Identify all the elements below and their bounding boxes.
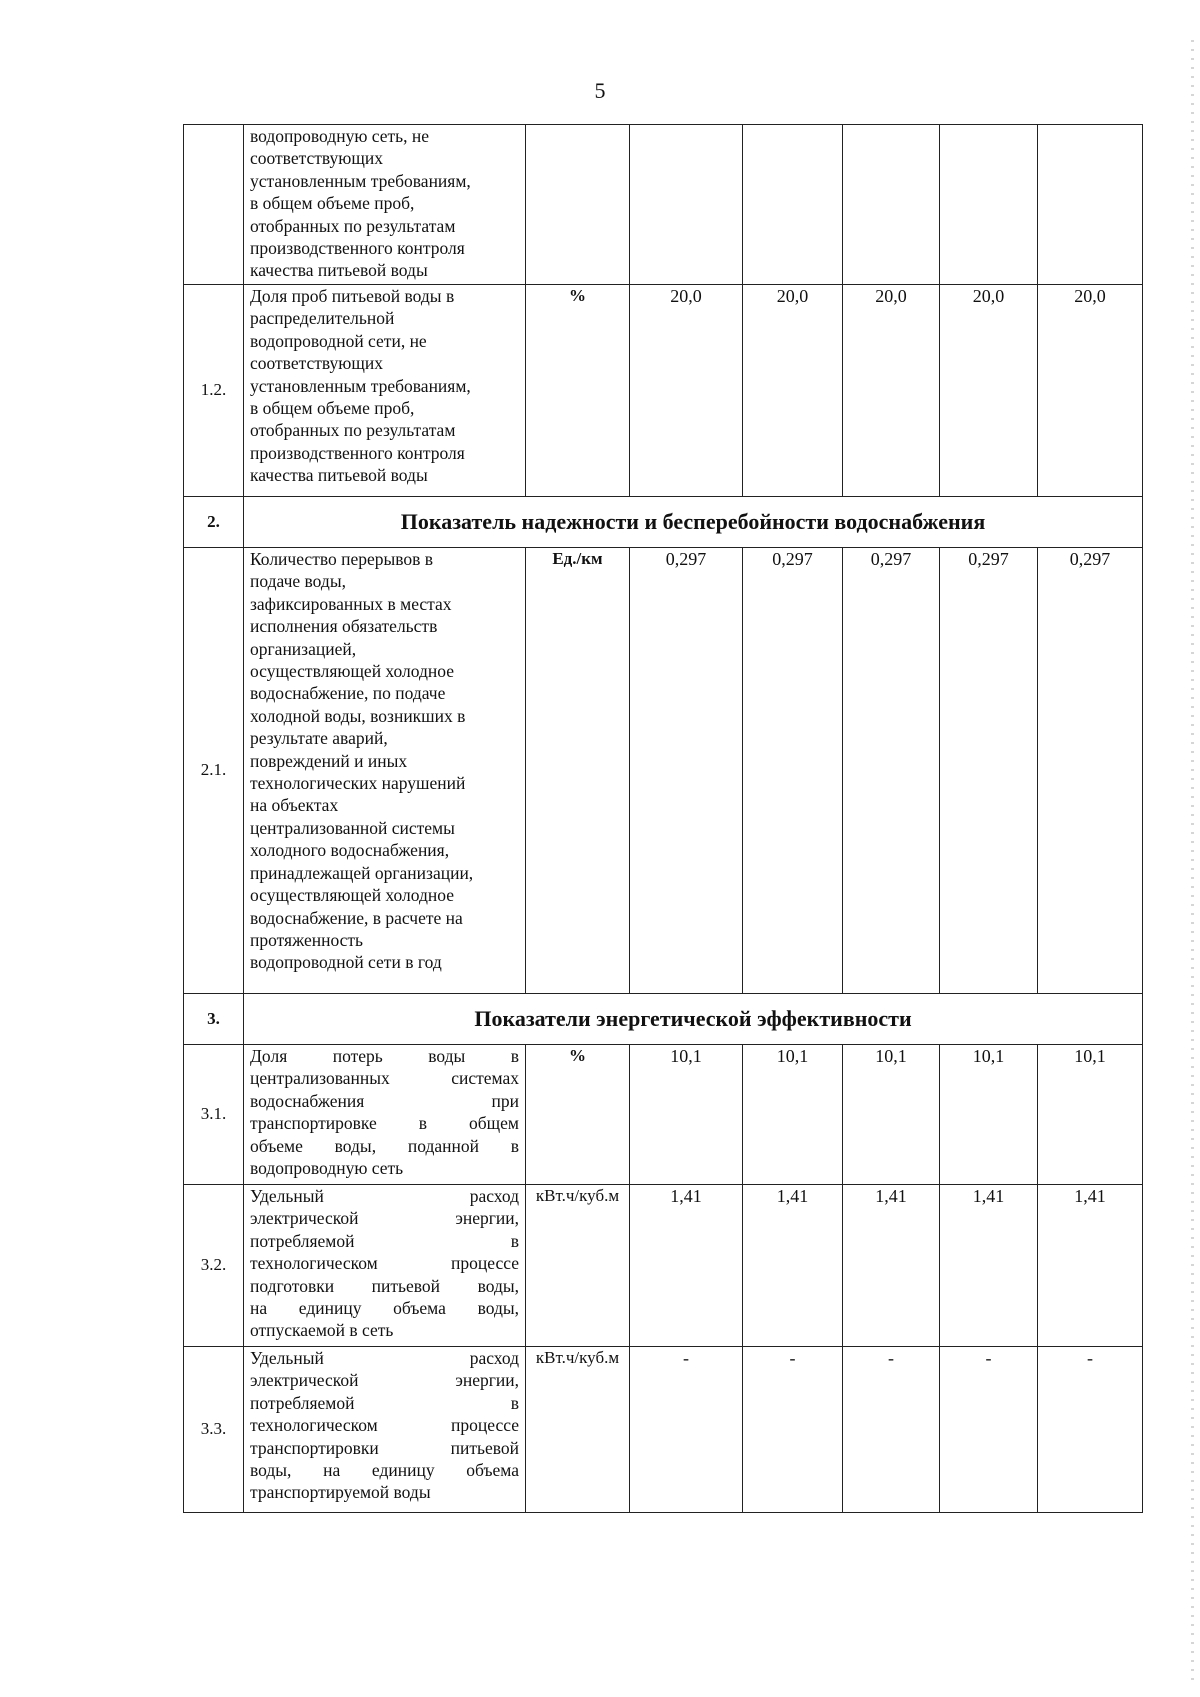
description-line: установленным требованиям,	[250, 170, 471, 191]
description-line: Доля потерь воды в	[250, 1046, 519, 1066]
description-line: осуществляющей холодное	[250, 661, 455, 682]
value-cell: 10,1	[743, 1045, 843, 1185]
description-line: подготовки питьевой воды,	[250, 1275, 519, 1296]
table-row	[184, 548, 1143, 994]
page-number: 5	[594, 78, 606, 103]
value-cell	[843, 125, 940, 285]
description-line: водопроводной сети, не	[250, 330, 427, 351]
indicator-description	[244, 548, 526, 994]
value-cell: 20,0	[1038, 285, 1143, 497]
value-cell: -	[630, 1347, 743, 1513]
description-line: технологических нарушений	[250, 773, 466, 794]
value-cell	[940, 125, 1038, 285]
description-line: протяженность	[250, 929, 364, 950]
table-row	[184, 285, 1143, 497]
description-line: транспортируемой воды	[250, 1482, 431, 1503]
description-line: распределительной	[250, 308, 395, 329]
description-line: принадлежащей организации,	[250, 862, 474, 883]
indicator-description	[244, 285, 526, 497]
value-cell: 10,1	[940, 1045, 1038, 1185]
row-number: 1.2.	[184, 285, 244, 497]
description-line: Количество перерывов в	[250, 549, 434, 569]
description-line: на единицу объема воды,	[250, 1298, 519, 1319]
value-cell: 0,297	[843, 548, 940, 994]
description-line: зафиксированных в местах	[250, 593, 452, 614]
value-cell: 10,1	[630, 1045, 743, 1185]
description-line: водоснабжение, по подаче	[250, 683, 446, 704]
description-line: установленным требованиям,	[250, 375, 471, 396]
value-cell: -	[1038, 1347, 1143, 1513]
description-line: качества питьевой воды	[250, 465, 428, 486]
indicators-table	[183, 124, 1143, 1513]
value-cell: 1,41	[940, 1185, 1038, 1347]
description-line: соответствующих	[250, 353, 383, 374]
section-header-row	[184, 994, 1143, 1045]
value-cell	[1038, 125, 1143, 285]
description-line: повреждений и иных	[250, 750, 408, 771]
value-cell: 1,41	[1038, 1185, 1143, 1347]
value-cell: 0,297	[743, 548, 843, 994]
description-line: транспортировки питьевой	[250, 1437, 519, 1458]
section-number: 3.	[184, 994, 244, 1045]
unit-cell: Ед./км	[526, 548, 630, 994]
value-cell: 0,297	[630, 548, 743, 994]
description-line: результате аварий,	[250, 728, 388, 749]
description-line: холодной воды, возникших в	[250, 705, 466, 726]
description-line: производственного контроля	[250, 238, 465, 259]
row-number: 3.2.	[184, 1185, 244, 1347]
table-row	[184, 1185, 1143, 1347]
description-line: централизованных системах	[250, 1068, 519, 1089]
row-number: 2.1.	[184, 548, 244, 994]
unit-cell: %	[526, 285, 630, 497]
description-line: централизованной системы	[250, 817, 455, 838]
unit-cell: кВт.ч/куб.м	[526, 1185, 630, 1347]
description-line: электрической энергии,	[250, 1370, 519, 1391]
indicator-description	[244, 125, 526, 285]
description-line: исполнения обязательств	[250, 616, 438, 637]
table-row	[184, 125, 1143, 285]
description-line: отобранных по результатам	[250, 215, 456, 236]
description-line: Доля проб питьевой воды в	[250, 286, 455, 306]
row-number	[184, 125, 244, 285]
description-line: подаче воды,	[250, 571, 346, 592]
description-line: потребляемой в	[250, 1230, 519, 1251]
description-line: водоснабжения при	[250, 1090, 519, 1111]
value-cell: 1,41	[630, 1185, 743, 1347]
description-line: объеме воды, поданной в	[250, 1135, 519, 1156]
description-line: качества питьевой воды	[250, 260, 428, 281]
description-line: технологическом процессе	[250, 1253, 519, 1274]
description-line: водопроводную сеть	[250, 1158, 404, 1179]
row-number: 3.3.	[184, 1347, 244, 1513]
value-cell: 20,0	[843, 285, 940, 497]
section-number: 2.	[184, 497, 244, 548]
value-cell: 10,1	[1038, 1045, 1143, 1185]
value-cell: 1,41	[743, 1185, 843, 1347]
description-line: водоснабжение, в расчете на	[250, 907, 463, 928]
description-line: воды, на единицу объема	[250, 1460, 519, 1481]
value-cell: -	[743, 1347, 843, 1513]
description-line: водопроводной сети в год	[250, 952, 442, 973]
section-title: Показатель надежности и бесперебойности водоснабжения	[244, 497, 1143, 548]
indicator-description	[244, 1185, 526, 1347]
indicator-description	[244, 1347, 526, 1513]
section-title: Показатели энергетической эффективности	[244, 994, 1143, 1045]
table-row	[184, 1347, 1143, 1513]
description-line: отпускаемой в сеть	[250, 1320, 394, 1341]
description-line: в общем объеме проб,	[250, 398, 415, 419]
value-cell: 20,0	[940, 285, 1038, 497]
section-header-row	[184, 497, 1143, 548]
value-cell	[630, 125, 743, 285]
description-line: Удельный расход	[250, 1186, 519, 1206]
description-line: холодного водоснабжения,	[250, 840, 450, 861]
description-line: организацией,	[250, 638, 357, 659]
unit-cell: кВт.ч/куб.м	[526, 1347, 630, 1513]
description-line: потребляемой в	[250, 1392, 519, 1413]
description-line: производственного контроля	[250, 442, 465, 463]
value-cell: 0,297	[940, 548, 1038, 994]
description-line: транспортировке в общем	[250, 1113, 519, 1134]
description-line: водопроводную сеть, не	[250, 126, 430, 146]
value-cell: 20,0	[743, 285, 843, 497]
description-line: на объектах	[250, 795, 339, 816]
description-line: технологическом процессе	[250, 1415, 519, 1436]
description-line: осуществляющей холодное	[250, 885, 455, 906]
description-line: в общем объеме проб,	[250, 193, 415, 214]
value-cell: 20,0	[630, 285, 743, 497]
row-number: 3.1.	[184, 1045, 244, 1185]
unit-cell	[526, 125, 630, 285]
value-cell	[743, 125, 843, 285]
description-line: Удельный расход	[250, 1348, 519, 1368]
value-cell: 0,297	[1038, 548, 1143, 994]
unit-cell: %	[526, 1045, 630, 1185]
description-line: электрической энергии,	[250, 1208, 519, 1229]
indicator-description	[244, 1045, 526, 1185]
value-cell: 1,41	[843, 1185, 940, 1347]
description-line: отобранных по результатам	[250, 420, 456, 441]
table-row	[184, 1045, 1143, 1185]
value-cell: -	[843, 1347, 940, 1513]
value-cell: -	[940, 1347, 1038, 1513]
scan-edge-artifact	[1191, 40, 1194, 1680]
description-line: соответствующих	[250, 148, 383, 169]
value-cell: 10,1	[843, 1045, 940, 1185]
